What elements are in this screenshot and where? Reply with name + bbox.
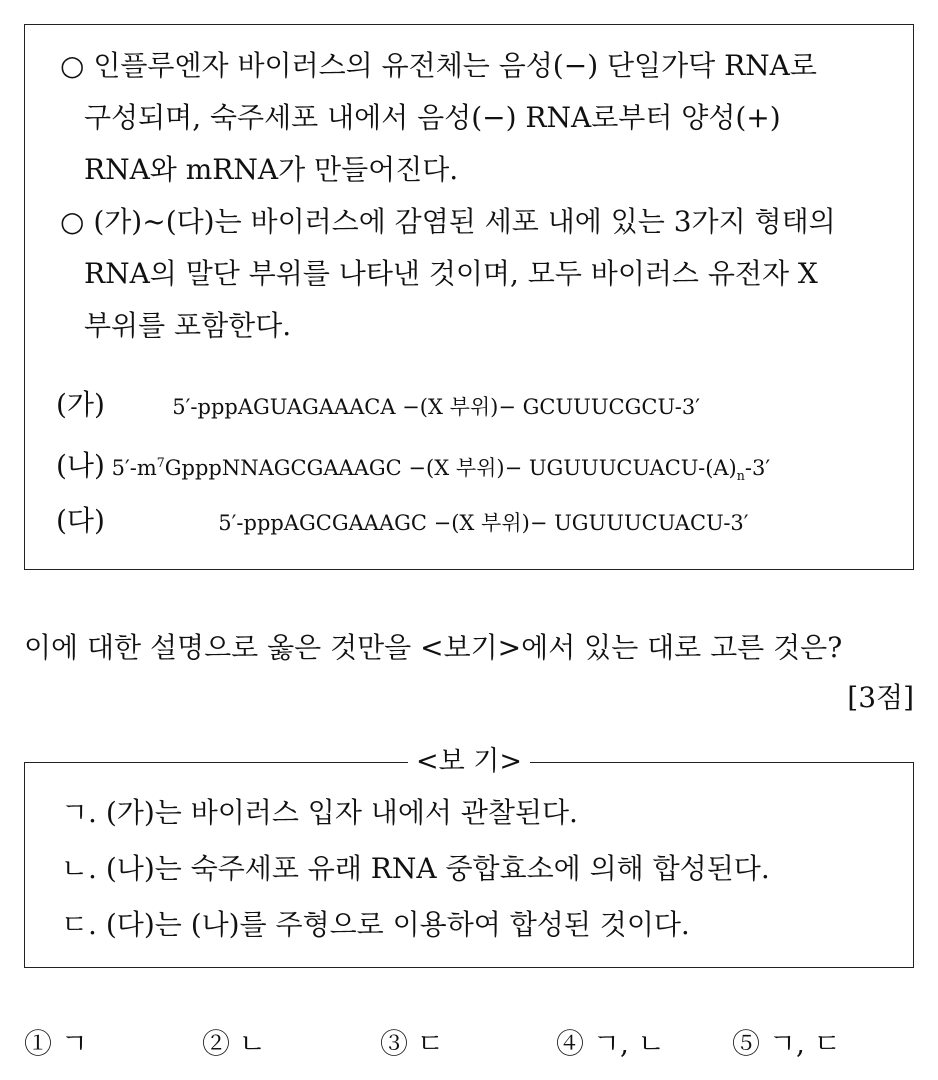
bullet-2 — [60, 196, 880, 352]
bullet-2-line-2: RNA의 말단 부위를 나타낸 것이며, 모두 바이러스 유전자 X — [84, 257, 818, 290]
option-4[interactable]: ④ ㄱ, ㄴ — [556, 1027, 665, 1060]
bullet-1-line-3: RNA와 mRNA가 만들어진다. — [84, 153, 459, 186]
sequence-da-label: (다) — [56, 504, 105, 537]
sequence-na — [56, 443, 906, 496]
sequence-ga — [56, 385, 906, 427]
sequence-da — [56, 501, 906, 543]
bullet-2-line-1: ○ (가)~(다)는 바이러스에 감염된 세포 내에 있는 3가지 형태의 — [60, 205, 836, 238]
bullet-1-line-1: ○ 인플루엔자 바이러스의 유전체는 음성(−) 단일가닥 RNA로 — [60, 49, 817, 82]
bullet-2-line-3: 부위를 포함한다. — [84, 309, 292, 342]
question-points: [3점] — [847, 681, 914, 714]
bullet-1 — [60, 40, 880, 196]
bogi-item-3: ㄷ. (다)는 (나)를 주형으로 이용하여 합성된 것이다. — [61, 908, 690, 941]
bogi-item-1: ㄱ. (가)는 바이러스 입자 내에서 관찰된다. — [61, 796, 578, 829]
sequence-na-pre: 5′-m — [111, 456, 157, 480]
option-2[interactable]: ② ㄴ — [202, 1027, 266, 1060]
option-1[interactable]: ① ㄱ — [24, 1027, 88, 1060]
sequence-na-mid: GpppNNAGCGAAAGC −(X 부위)− UGUUUCUACU-(A) — [164, 456, 737, 480]
sequence-da-text: 5′-pppAGCGAAAGC −(X 부위)− UGUUUCUACU-3′ — [218, 511, 749, 535]
bogi-box — [24, 746, 914, 968]
bogi-title: <보 기> — [408, 744, 530, 780]
option-3[interactable]: ③ ㄷ — [380, 1027, 444, 1060]
sequence-na-sup: 7 — [156, 455, 165, 470]
option-5[interactable]: ⑤ ㄱ, ㄷ — [732, 1027, 841, 1060]
sequence-ga-text: 5′-pppAGUAGAAACA −(X 부위)− GCUUUCGCU-3′ — [172, 395, 701, 419]
question-text: 이에 대한 설명으로 옳은 것만을 <보기>에서 있는 대로 고른 것은? — [24, 631, 843, 664]
sequence-na-sub: n — [736, 468, 745, 484]
bogi-item-2: ㄴ. (나)는 숙주세포 유래 RNA 중합효소에 의해 합성된다. — [61, 852, 770, 885]
sequence-na-post: -3′ — [744, 456, 771, 480]
bullet-1-line-2: 구성되며, 숙주세포 내에서 음성(−) RNA로부터 양성(+) — [84, 101, 781, 134]
sequence-ga-label: (가) — [56, 388, 105, 421]
sequence-na-label: (나) — [56, 449, 105, 482]
